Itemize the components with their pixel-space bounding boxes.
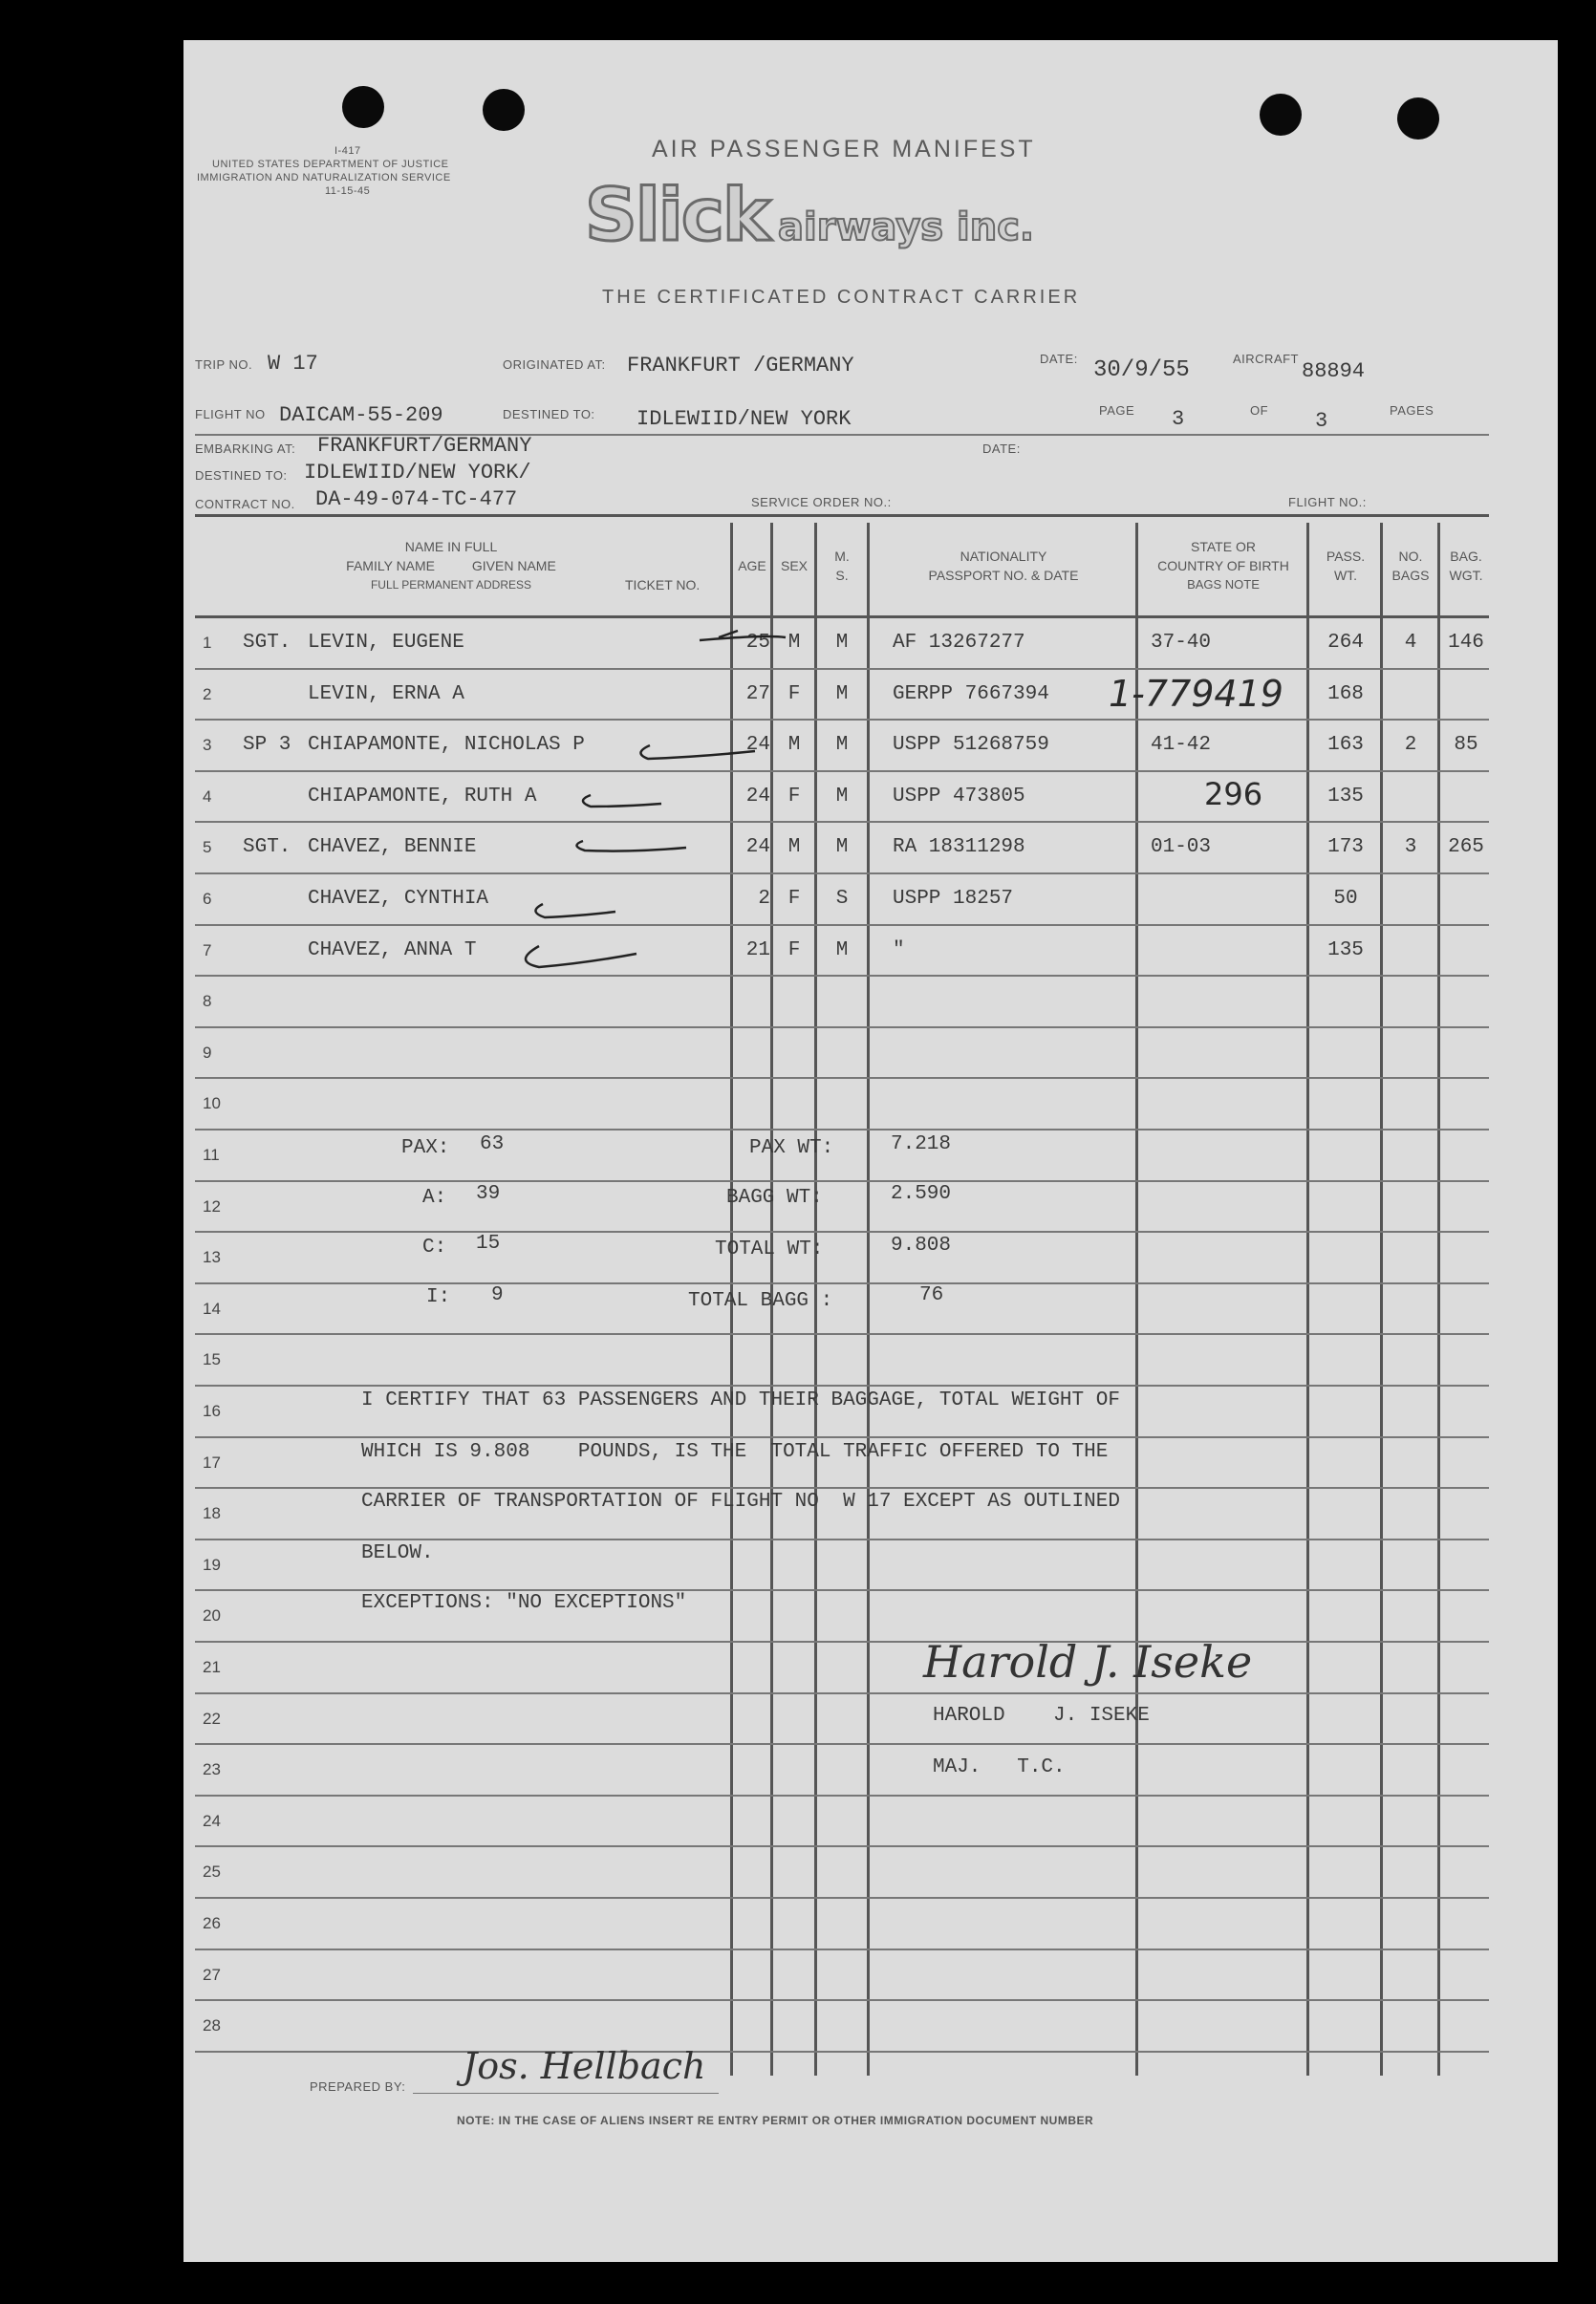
cell-sex: M bbox=[787, 734, 801, 757]
passenger-name: CHAVEZ, CYNTHIA bbox=[308, 888, 489, 910]
manifest-page bbox=[183, 40, 1558, 2262]
cell-ms: S bbox=[835, 888, 849, 910]
table-row bbox=[183, 1233, 1558, 1284]
cell-ms: M bbox=[835, 632, 849, 654]
cell-passport: GERPP 7667394 bbox=[893, 682, 1049, 705]
passenger-name: CHAVEZ, ANNA T bbox=[308, 938, 477, 961]
total-bagg-value: 76 bbox=[919, 1284, 944, 1306]
row-number: 26 bbox=[203, 1914, 221, 1932]
certification-line3: CARRIER OF TRANSPORTATION OF FLIGHT NO W 17 EXCEPT AS OUTLINED bbox=[361, 1491, 1120, 1513]
table-row bbox=[183, 1899, 1558, 1950]
cell-ms: M bbox=[835, 734, 849, 757]
cell-pass-wt: 173 bbox=[1327, 836, 1364, 859]
row-number: 6 bbox=[203, 890, 212, 908]
header-ms-l1: M. bbox=[834, 549, 850, 564]
cell-pass-wt: 135 bbox=[1327, 785, 1364, 807]
cell-ms: M bbox=[835, 938, 849, 961]
cell-age: 25 bbox=[745, 632, 770, 654]
handwritten-alien-number: 1-779419 bbox=[1109, 673, 1283, 715]
logo-brand: Slick bbox=[585, 172, 769, 257]
a-label: A: bbox=[422, 1187, 447, 1209]
row-number: 15 bbox=[203, 1350, 221, 1369]
cell-sex: F bbox=[787, 938, 801, 961]
row-number: 5 bbox=[203, 838, 212, 857]
destined-to2-label: DESTINED TO: bbox=[195, 468, 288, 483]
row-number: 8 bbox=[203, 992, 212, 1011]
bagg-wt-value: 2.590 bbox=[891, 1183, 952, 1205]
destined-to2-value: IDLEWIID/NEW YORK/ bbox=[304, 461, 531, 484]
originated-at-label: ORIGINATED AT: bbox=[503, 357, 606, 372]
row-number: 23 bbox=[203, 1760, 221, 1779]
certification-line4: BELOW. bbox=[361, 1542, 434, 1564]
cell-ms: M bbox=[835, 682, 849, 705]
table-row bbox=[183, 1847, 1558, 1899]
row-number: 18 bbox=[203, 1504, 221, 1523]
pax-label: PAX: bbox=[401, 1137, 450, 1159]
total-bagg-label: TOTAL BAGG : bbox=[688, 1290, 833, 1312]
cell-bag-wgt: 265 bbox=[1448, 836, 1484, 859]
header-bag-l1: BAG. bbox=[1450, 549, 1482, 564]
cell-passport: USPP 473805 bbox=[893, 785, 1025, 807]
service-order-label: SERVICE ORDER NO.: bbox=[751, 495, 892, 509]
logo-suffix: airways inc. bbox=[778, 205, 1035, 249]
flight-no-label: FLIGHT NO bbox=[195, 407, 266, 421]
signatory-signature: Harold J. Iseke bbox=[923, 1636, 1253, 1688]
row-number: 9 bbox=[203, 1043, 212, 1062]
embarking-at-label: EMBARKING AT: bbox=[195, 441, 296, 456]
row-number: 22 bbox=[203, 1709, 221, 1728]
pen-check bbox=[576, 841, 686, 851]
header-sex: SEX bbox=[780, 558, 808, 573]
cell-passport: AF 13267277 bbox=[893, 632, 1025, 654]
agency-line2: IMMIGRATION AND NATURALIZATION SERVICE bbox=[197, 172, 451, 183]
cell-sex: F bbox=[787, 888, 801, 910]
cell-age: 2 bbox=[758, 888, 770, 910]
header-name-l3: FULL PERMANENT ADDRESS bbox=[370, 578, 532, 592]
header-age: AGE bbox=[738, 558, 766, 573]
signatory-rank: MAJ. T.C. bbox=[933, 1756, 1066, 1778]
table-row bbox=[183, 1643, 1558, 1694]
form-code: I-417 bbox=[334, 145, 361, 157]
form-date: 11-15-45 bbox=[325, 185, 371, 197]
row-number: 13 bbox=[203, 1248, 221, 1267]
row-number: 12 bbox=[203, 1196, 221, 1216]
cell-bags: 4 bbox=[1404, 632, 1417, 654]
row-number: 3 bbox=[203, 736, 212, 755]
signatory-name: HAROLD J. ISEKE bbox=[933, 1705, 1150, 1727]
row-number: 2 bbox=[203, 684, 212, 703]
date2-label: DATE: bbox=[982, 441, 1021, 456]
originated-at-value: FRANKFURT /GERMANY bbox=[627, 354, 854, 377]
row-number: 28 bbox=[203, 2016, 221, 2035]
destined-to-label: DESTINED TO: bbox=[503, 407, 595, 421]
certification-line1: I CERTIFY THAT 63 PASSENGERS AND THEIR BAGGAGE, TOTAL WEIGHT OF bbox=[361, 1389, 1120, 1411]
handwritten-296: 296 bbox=[1204, 776, 1263, 812]
page-value: 3 bbox=[1172, 407, 1185, 431]
cell-age: 27 bbox=[745, 682, 770, 705]
header-state-l2: COUNTRY OF BIRTH bbox=[1157, 558, 1289, 573]
rank-prefix: SP 3 bbox=[243, 734, 291, 757]
table-row bbox=[183, 1335, 1558, 1387]
page-label: PAGE bbox=[1099, 403, 1135, 418]
subtitle: THE CERTIFICATED CONTRACT CARRIER bbox=[602, 287, 1081, 308]
aircraft-label: AIRCRAFT bbox=[1233, 352, 1299, 366]
total-wt-value: 9.808 bbox=[891, 1235, 952, 1257]
table-row bbox=[183, 1182, 1558, 1234]
cell-age: 21 bbox=[745, 938, 770, 961]
passenger-name: LEVIN, EUGENE bbox=[308, 632, 464, 654]
row-number: 20 bbox=[203, 1606, 221, 1626]
row-number: 19 bbox=[203, 1555, 221, 1574]
bagg-wt-label: BAGG WT: bbox=[726, 1187, 823, 1209]
table-row bbox=[183, 1797, 1558, 1848]
cell-pass-wt: 168 bbox=[1327, 682, 1364, 705]
cell-state: 41-42 bbox=[1151, 734, 1212, 757]
pax-wt-label: PAX WT: bbox=[749, 1137, 834, 1159]
cell-passport: USPP 51268759 bbox=[893, 734, 1049, 757]
contract-no-value: DA-49-074-TC-477 bbox=[315, 487, 518, 511]
pen-check bbox=[535, 904, 615, 917]
prepared-signature: Jos. Hellbach bbox=[463, 2045, 706, 2087]
cell-pass-wt: 163 bbox=[1327, 734, 1364, 757]
of-value: 3 bbox=[1315, 409, 1328, 433]
row-number: 16 bbox=[203, 1402, 221, 1420]
exceptions-text: EXCEPTIONS: "NO EXCEPTIONS" bbox=[361, 1592, 687, 1614]
row-number: 17 bbox=[203, 1453, 221, 1472]
passenger-name: CHIAPAMONTE, NICHOLAS P bbox=[308, 734, 585, 757]
row-number: 25 bbox=[203, 1863, 221, 1882]
note-text: NOTE: IN THE CASE OF ALIENS INSERT RE ENTRY PERMIT OR OTHER IMMIGRATION DOCUMENT NUMBER bbox=[457, 2114, 1094, 2127]
header-bags-l1: NO. bbox=[1398, 549, 1423, 564]
cell-age: 24 bbox=[745, 785, 770, 807]
row-number: 21 bbox=[203, 1658, 221, 1676]
pen-stroke bbox=[700, 631, 786, 640]
pax-wt-value: 7.218 bbox=[891, 1133, 952, 1155]
pages-label: PAGES bbox=[1390, 403, 1434, 418]
row-rule bbox=[195, 2051, 1489, 2053]
row-number: 1 bbox=[203, 634, 212, 652]
cell-passport: " bbox=[893, 938, 905, 961]
cell-passport: USPP 18257 bbox=[893, 888, 1014, 910]
row-number: 7 bbox=[203, 940, 212, 959]
header-nat-l1: NATIONALITY bbox=[960, 549, 1047, 564]
aircraft-value: 88894 bbox=[1302, 359, 1366, 383]
cell-bags: 2 bbox=[1404, 734, 1417, 757]
c-label: C: bbox=[422, 1237, 447, 1259]
pen-check bbox=[583, 795, 661, 807]
row-number: 4 bbox=[203, 786, 212, 806]
header-bag-l2: WGT. bbox=[1449, 568, 1483, 583]
header-name-l1: NAME IN FULL bbox=[404, 539, 498, 554]
pen-check bbox=[526, 946, 636, 967]
header-bags-l2: BAGS bbox=[1391, 568, 1430, 583]
row-number: 24 bbox=[203, 1811, 221, 1830]
cell-bag-wgt: 146 bbox=[1448, 632, 1484, 654]
header-ticket: TICKET NO. bbox=[625, 577, 701, 592]
trip-no-value: W 17 bbox=[268, 352, 318, 376]
cell-ms: M bbox=[835, 785, 849, 807]
flight-no2-label: FLIGHT NO.: bbox=[1288, 495, 1367, 509]
embarking-at-value: FRANKFURT/GERMANY bbox=[317, 434, 532, 458]
cell-ms: M bbox=[835, 836, 849, 859]
cell-age: 24 bbox=[745, 734, 770, 757]
cell-sex: F bbox=[787, 682, 801, 705]
cell-pass-wt: 50 bbox=[1333, 888, 1358, 910]
cell-sex: F bbox=[787, 785, 801, 807]
table-row bbox=[183, 1745, 1558, 1797]
cell-sex: M bbox=[787, 632, 801, 654]
rule bbox=[413, 2093, 719, 2094]
prepared-by-label: PREPARED BY: bbox=[310, 2079, 406, 2094]
header-nat-l2: PASSPORT NO. & DATE bbox=[928, 568, 1079, 583]
cell-bags: 3 bbox=[1404, 836, 1417, 859]
row-number: 10 bbox=[203, 1094, 221, 1113]
rank-prefix: SGT. bbox=[243, 836, 291, 859]
pax-value: 63 bbox=[480, 1133, 505, 1155]
destined-to-value: IDLEWIID/NEW YORK bbox=[636, 407, 852, 431]
c-value: 15 bbox=[476, 1233, 501, 1255]
table-row bbox=[183, 2001, 1558, 2053]
table-row bbox=[183, 1694, 1558, 1746]
flight-no-value: DAICAM-55-209 bbox=[279, 403, 443, 427]
row-number: 27 bbox=[203, 1965, 221, 1984]
header-state-l3: BAGS NOTE bbox=[1187, 577, 1260, 592]
table-row bbox=[183, 1284, 1558, 1336]
cell-pass-wt: 135 bbox=[1327, 938, 1364, 961]
pen-marks bbox=[183, 40, 1558, 1091]
header-state-l1: STATE OR bbox=[1191, 539, 1256, 554]
cell-passport: RA 18311298 bbox=[893, 836, 1025, 859]
date-label: DATE: bbox=[1040, 352, 1078, 366]
header-pass-l1: PASS. bbox=[1326, 549, 1366, 564]
table-row bbox=[183, 1130, 1558, 1182]
cell-bag-wgt: 85 bbox=[1454, 734, 1478, 757]
date-value: 30/9/55 bbox=[1093, 357, 1190, 383]
cell-sex: M bbox=[787, 836, 801, 859]
header-ms-l2: S. bbox=[835, 568, 849, 583]
agency-line1: UNITED STATES DEPARTMENT OF JUSTICE bbox=[212, 159, 449, 170]
cell-state: 01-03 bbox=[1151, 836, 1212, 859]
cell-state: 37-40 bbox=[1151, 632, 1212, 654]
contract-no-label: CONTRACT NO. bbox=[195, 497, 295, 511]
cell-age: 24 bbox=[745, 836, 770, 859]
passenger-name: LEVIN, ERNA A bbox=[308, 682, 464, 705]
rank-prefix: SGT. bbox=[243, 632, 291, 654]
row-number: 11 bbox=[203, 1146, 220, 1164]
trip-no-label: TRIP NO. bbox=[195, 357, 253, 372]
of-label: OF bbox=[1250, 403, 1269, 418]
cell-pass-wt: 264 bbox=[1327, 632, 1364, 654]
table-row bbox=[183, 1950, 1558, 2002]
header-name-l2: FAMILY NAME GIVEN NAME bbox=[346, 558, 556, 573]
header-pass-l2: WT. bbox=[1333, 568, 1358, 583]
pen-check bbox=[640, 745, 755, 759]
passenger-name: CHAVEZ, BENNIE bbox=[308, 836, 477, 859]
page-title: AIR PASSENGER MANIFEST bbox=[652, 136, 1036, 162]
certification-line2: WHICH IS 9.808 POUNDS, IS THE TOTAL TRAFFIC OFFERED TO THE bbox=[361, 1441, 1109, 1463]
i-label: I: bbox=[426, 1286, 451, 1308]
row-number: 14 bbox=[203, 1299, 221, 1318]
i-value: 9 bbox=[491, 1284, 504, 1306]
total-wt-label: TOTAL WT: bbox=[715, 1238, 824, 1260]
a-value: 39 bbox=[476, 1183, 501, 1205]
passenger-name: CHIAPAMONTE, RUTH A bbox=[308, 785, 537, 807]
